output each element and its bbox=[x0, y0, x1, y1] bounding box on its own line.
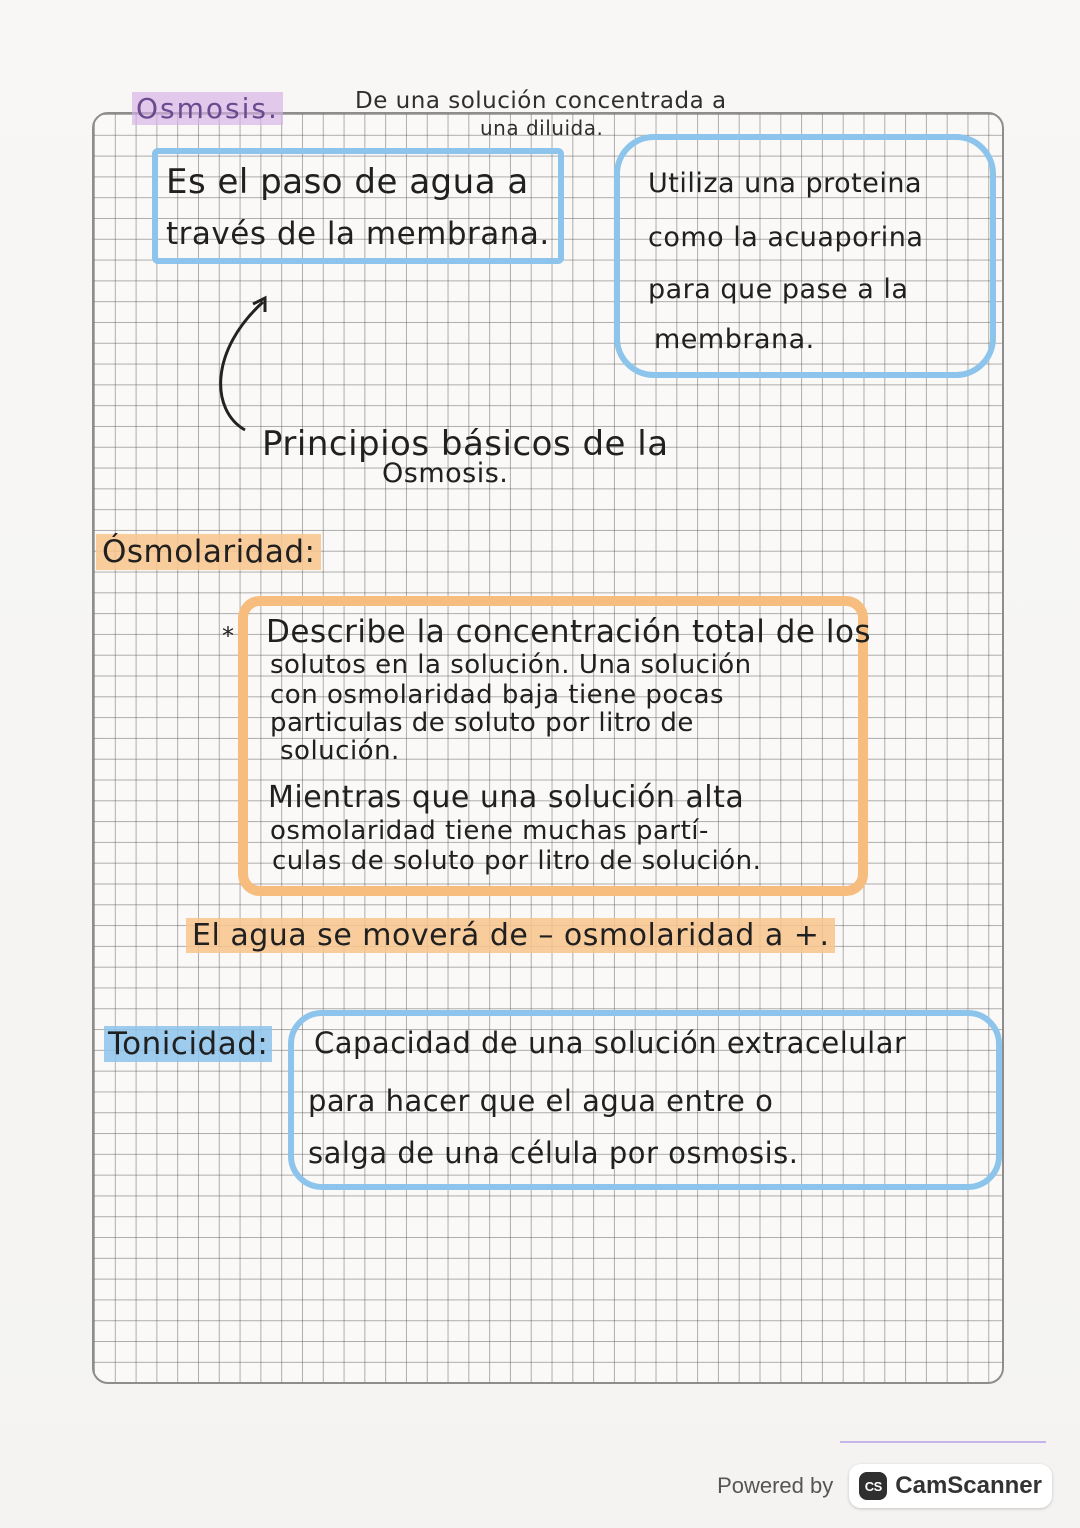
osmolaridad-line1: Describe la concentración total de los bbox=[266, 614, 872, 650]
osmolaridad-title: Ósmolaridad: bbox=[96, 534, 321, 570]
osmolaridad-line2: solutos en la solución. Una solución bbox=[270, 650, 752, 680]
tonicidad-title: Tonicidad: bbox=[104, 1026, 272, 1062]
osmosis-protein-line4: membrana. bbox=[654, 324, 815, 355]
osmosis-protein-line2: como la acuaporina bbox=[648, 222, 924, 253]
tonicidad-line2: para hacer que el agua entre o bbox=[308, 1084, 774, 1118]
osmosis-title: Osmosis. bbox=[132, 92, 283, 125]
osmolaridad-line5: solución. bbox=[280, 736, 400, 766]
osmosis-subtitle-line2: una diluida. bbox=[480, 116, 604, 140]
camscanner-brand-label: CamScanner bbox=[895, 1472, 1042, 1499]
osmolaridad-line3: con osmolaridad baja tiene pocas bbox=[270, 680, 725, 710]
water-rule-label bbox=[186, 918, 835, 953]
scanner-footer bbox=[717, 1464, 1052, 1508]
bullet-asterisk-icon: * bbox=[222, 622, 235, 650]
tonicidad-line1: Capacidad de una solución extracelular bbox=[314, 1026, 907, 1060]
osmolaridad-line8: culas de soluto por litro de solución. bbox=[272, 846, 762, 876]
osmosis-subtitle-line1: De una solución concentrada a bbox=[355, 88, 727, 114]
osmosis-definition-line2: través de la membrana. bbox=[166, 216, 550, 252]
osmolaridad-line6: Mientras que una solución alta bbox=[268, 780, 745, 815]
osmolaridad-line7: osmolaridad tiene muchas partí- bbox=[270, 816, 709, 846]
tonicidad-line3: salga de una célula por osmosis. bbox=[308, 1136, 799, 1170]
osmosis-definition-line1: Es el paso de agua a bbox=[166, 162, 529, 202]
powered-by-label: Powered by bbox=[717, 1473, 834, 1498]
osmosis-principles-line1: Principios básicos de la bbox=[262, 424, 669, 464]
osmosis-principles-line2: Osmosis. bbox=[382, 458, 509, 489]
water-rule-text: El agua se moverá de – osmolaridad a +. bbox=[186, 918, 835, 953]
osmosis-protein-line3: para que pase a la bbox=[648, 274, 909, 305]
osmosis-protein-line1: Utiliza una proteina bbox=[648, 168, 923, 199]
scan-edge-line bbox=[840, 1441, 1046, 1443]
camscanner-logo-icon: CS bbox=[859, 1472, 887, 1500]
camscanner-badge[interactable] bbox=[849, 1464, 1052, 1508]
osmolaridad-line4: particulas de soluto por litro de bbox=[270, 708, 694, 738]
